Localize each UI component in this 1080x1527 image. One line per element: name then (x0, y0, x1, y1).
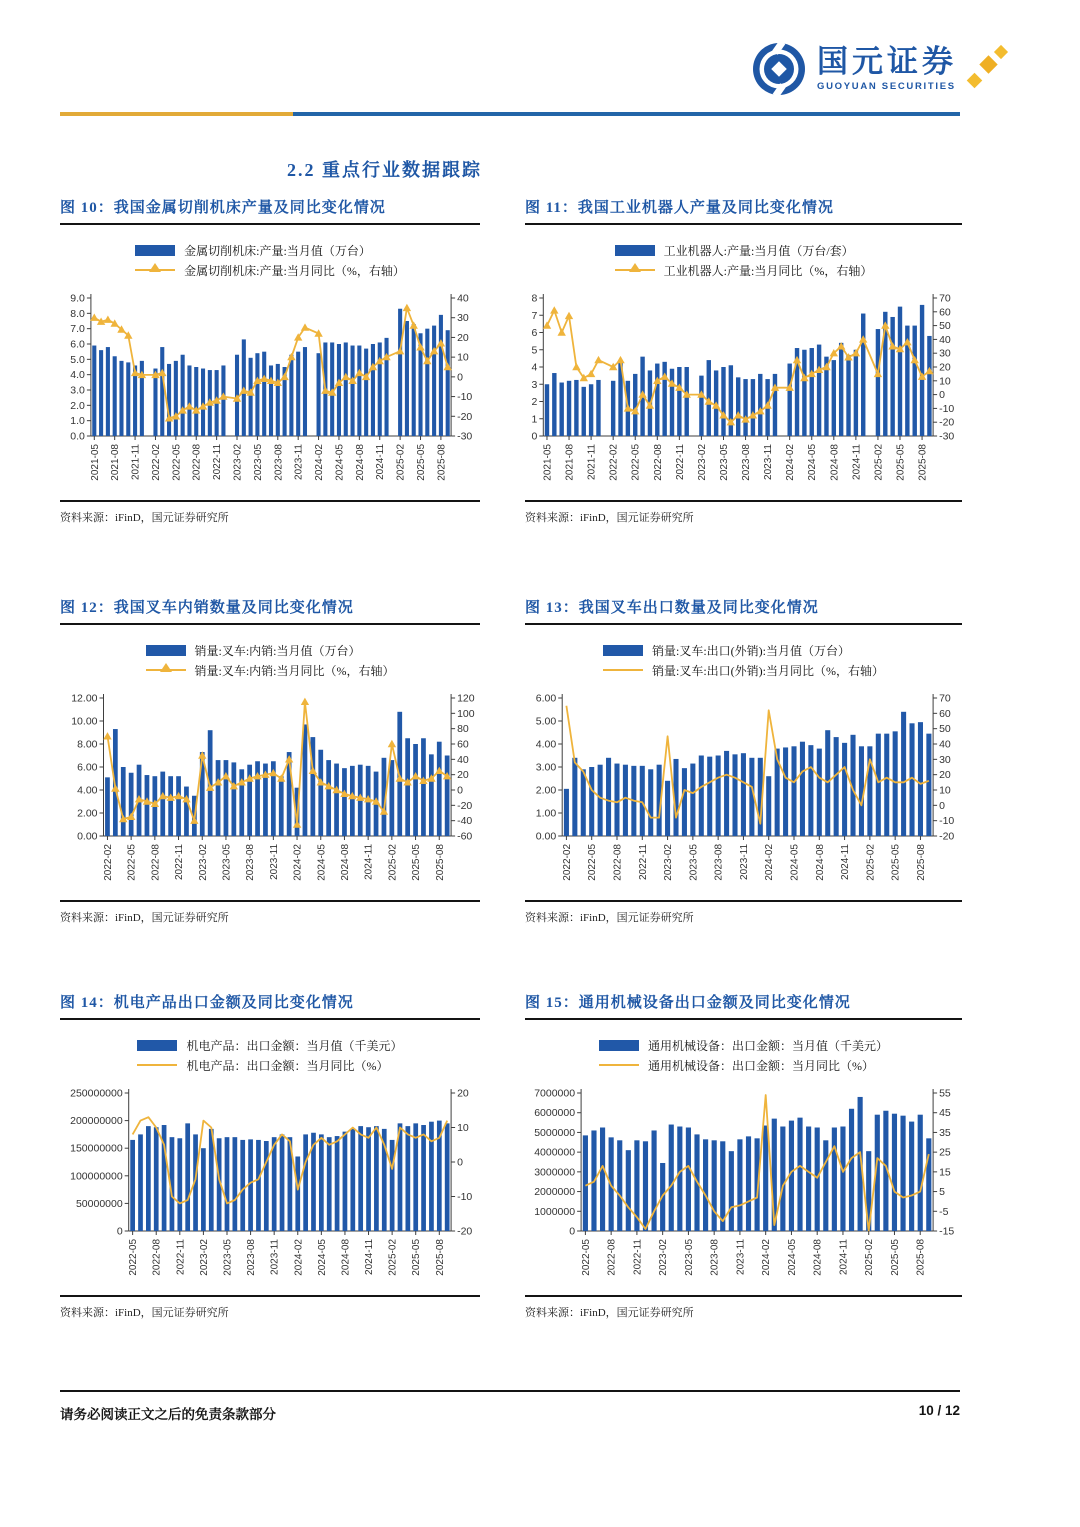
svg-text:1.00: 1.00 (535, 807, 557, 820)
svg-text:2022-11: 2022-11 (175, 1238, 187, 1275)
svg-text:20: 20 (939, 769, 951, 782)
svg-text:2022-02: 2022-02 (561, 843, 573, 881)
legend-item-line: 销量:叉车:出口(外销):当月同比（%，右轴） (603, 660, 884, 680)
svg-text:2024-05: 2024-05 (334, 444, 346, 481)
svg-text:60: 60 (457, 738, 469, 751)
svg-text:10: 10 (457, 351, 469, 364)
svg-text:2024-08: 2024-08 (354, 444, 366, 481)
svg-text:2022-02: 2022-02 (608, 444, 620, 481)
svg-text:12.00: 12.00 (71, 692, 98, 705)
svg-text:2025-02: 2025-02 (873, 443, 885, 481)
legend-item-bar: 金属切削机床:产量:当月值（万台） (135, 240, 405, 260)
svg-text:2023-02: 2023-02 (197, 844, 209, 881)
svg-text:5.0: 5.0 (70, 353, 85, 366)
svg-text:2.00: 2.00 (77, 807, 98, 820)
section-title: 2.2 重点行业数据跟踪 (287, 160, 482, 180)
svg-text:2023-11: 2023-11 (268, 843, 280, 880)
svg-text:7: 7 (531, 309, 538, 322)
svg-text:40: 40 (457, 292, 469, 305)
svg-text:5: 5 (531, 344, 538, 357)
legend-bar-swatch (146, 645, 186, 656)
svg-text:2022-08: 2022-08 (612, 844, 624, 881)
svg-text:2021-05: 2021-05 (542, 444, 554, 481)
svg-text:40: 40 (939, 738, 951, 751)
svg-text:2022-11: 2022-11 (637, 844, 649, 880)
svg-text:4000000: 4000000 (534, 1146, 576, 1159)
legend-item-line: 销量:叉车:内销:当月同比（%，右轴） (146, 660, 395, 680)
legend-line-swatch (615, 269, 655, 271)
svg-text:20: 20 (457, 331, 469, 344)
svg-text:2024-08: 2024-08 (812, 1239, 824, 1276)
svg-text:-60: -60 (457, 830, 473, 843)
svg-text:120: 120 (457, 692, 475, 705)
svg-text:2023-11: 2023-11 (293, 444, 305, 480)
svg-text:-10: -10 (939, 815, 955, 828)
page-number: 10 / 12 (918, 1403, 960, 1418)
svg-text:2022-08: 2022-08 (652, 444, 664, 481)
svg-text:2024-08: 2024-08 (340, 1238, 352, 1276)
svg-text:2024-05: 2024-05 (316, 1239, 328, 1276)
svg-text:-10: -10 (457, 391, 473, 404)
svg-text:2025-02: 2025-02 (864, 1238, 876, 1276)
svg-text:2022-11: 2022-11 (174, 844, 186, 881)
svg-text:2023-08: 2023-08 (245, 844, 257, 881)
svg-text:-5: -5 (939, 1205, 949, 1218)
svg-text:0.00: 0.00 (535, 830, 557, 843)
chart-legend (60, 240, 480, 280)
svg-text:2025-02: 2025-02 (395, 443, 407, 481)
figure-source: 资料来源：iFinD，国元证券研究所 (525, 1307, 694, 1319)
svg-text:1: 1 (531, 413, 538, 426)
svg-text:10: 10 (939, 784, 951, 797)
svg-text:2023-02: 2023-02 (663, 844, 675, 881)
legend-bar-swatch (135, 245, 175, 256)
svg-text:80: 80 (457, 723, 469, 736)
svg-text:2025-08: 2025-08 (917, 444, 929, 481)
figure-title: 图 14：机电产品出口金额及同比变化情况 (60, 995, 354, 1011)
svg-text:2.0: 2.0 (70, 399, 85, 412)
svg-text:50: 50 (939, 320, 951, 333)
svg-text:0: 0 (116, 1225, 123, 1238)
svg-text:2024-05: 2024-05 (807, 443, 819, 481)
legend-item-bar: 工业机器人:产量:当月值（万台/套） (615, 240, 873, 260)
svg-text:2024-11: 2024-11 (363, 843, 375, 880)
svg-text:2024-02: 2024-02 (292, 844, 304, 881)
svg-text:2024-02: 2024-02 (314, 444, 326, 481)
triangle-marker-icon (629, 263, 641, 272)
svg-text:0.00: 0.00 (77, 830, 98, 843)
svg-text:2023-08: 2023-08 (246, 1239, 258, 1276)
header-rule-gold (60, 112, 293, 116)
svg-text:2024-08: 2024-08 (814, 843, 826, 881)
svg-text:45: 45 (939, 1107, 951, 1120)
svg-text:-40: -40 (457, 815, 473, 828)
svg-text:0: 0 (457, 784, 463, 797)
svg-text:1.0: 1.0 (70, 415, 85, 428)
svg-text:0: 0 (569, 1225, 576, 1238)
footer-disclaimer: 请务必阅读正文之后的免责条款部分 (60, 1407, 276, 1422)
figure-title-rule (525, 223, 962, 225)
figure-title-rule (60, 223, 480, 225)
svg-text:2025-02: 2025-02 (387, 844, 399, 881)
svg-text:2022-11: 2022-11 (674, 444, 686, 481)
figure-source: 资料来源：iFinD，国元证券研究所 (525, 512, 694, 524)
figure-title: 图 15：通用机械设备出口金额及同比变化情况 (525, 995, 851, 1011)
legend-line-swatch (599, 1064, 639, 1066)
svg-text:2024-02: 2024-02 (764, 843, 776, 881)
svg-text:4.00: 4.00 (77, 784, 98, 797)
figure-source: 资料来源：iFinD，国元证券研究所 (525, 912, 694, 924)
svg-text:70: 70 (939, 692, 951, 705)
svg-text:20: 20 (457, 1087, 469, 1100)
legend-item-bar: 机电产品：出口金额：当月值（千美元） (137, 1035, 402, 1055)
svg-text:2023-02: 2023-02 (198, 1238, 210, 1276)
brand-mark-icon (750, 40, 808, 98)
brand-name-en: GUOYUAN SECURITIES (817, 80, 956, 92)
svg-text:2025-08: 2025-08 (436, 443, 448, 481)
svg-text:2025-02: 2025-02 (865, 844, 877, 881)
legend-bar-swatch (603, 645, 643, 656)
svg-text:2022-05: 2022-05 (587, 843, 599, 881)
svg-text:150000000: 150000000 (70, 1142, 123, 1155)
legend-line-swatch (603, 669, 643, 671)
svg-text:2022-08: 2022-08 (191, 443, 203, 481)
svg-text:6.0: 6.0 (70, 338, 85, 351)
svg-text:-10: -10 (939, 402, 955, 415)
svg-text:2024-02: 2024-02 (293, 1239, 305, 1276)
svg-text:-20: -20 (939, 830, 955, 843)
svg-text:2023-02: 2023-02 (232, 443, 244, 481)
svg-text:2024-05: 2024-05 (789, 843, 801, 881)
svg-text:200000000: 200000000 (70, 1115, 123, 1128)
svg-text:3000000: 3000000 (534, 1166, 576, 1179)
svg-text:-30: -30 (457, 430, 473, 443)
svg-text:2023-05: 2023-05 (222, 1239, 234, 1276)
svg-text:2023-08: 2023-08 (713, 843, 725, 881)
svg-text:50: 50 (939, 723, 951, 736)
svg-text:60: 60 (939, 707, 951, 720)
svg-text:2025-05: 2025-05 (890, 844, 902, 881)
svg-text:8.0: 8.0 (70, 307, 85, 320)
svg-text:3: 3 (531, 378, 538, 391)
svg-text:2022-05: 2022-05 (630, 443, 642, 481)
legend-bar-swatch (137, 1040, 177, 1051)
legend-line-swatch (137, 1064, 177, 1066)
svg-text:0: 0 (939, 799, 945, 812)
svg-text:-20: -20 (457, 799, 473, 812)
chart-legend (60, 640, 480, 680)
figure-block-11 (525, 196, 962, 525)
svg-text:2025-05: 2025-05 (411, 844, 423, 881)
chart-canvas (525, 686, 962, 898)
figure-title-rule (60, 623, 480, 625)
svg-text:2022-11: 2022-11 (632, 1238, 644, 1275)
chart-legend (525, 1035, 962, 1075)
svg-text:2022-02: 2022-02 (151, 444, 162, 481)
svg-text:2021-11: 2021-11 (586, 443, 598, 480)
svg-text:2024-02: 2024-02 (761, 1239, 773, 1276)
chart-legend (60, 1035, 480, 1075)
svg-text:2025-08: 2025-08 (434, 844, 446, 881)
figure-title: 图 10：我国金属切削机床产量及同比变化情况 (60, 200, 386, 216)
svg-text:0: 0 (457, 1156, 463, 1169)
svg-text:2024-11: 2024-11 (364, 1238, 375, 1275)
svg-text:2024-08: 2024-08 (339, 843, 351, 881)
brand-name-cn: 国元证券 (817, 44, 957, 80)
svg-text:2022-02: 2022-02 (103, 844, 114, 881)
figure-source: 资料来源：iFinD，国元证券研究所 (60, 1307, 229, 1319)
svg-text:40: 40 (939, 333, 951, 346)
svg-text:7000000: 7000000 (534, 1087, 576, 1100)
brand-text (817, 46, 957, 92)
svg-text:0: 0 (457, 371, 463, 384)
figure-block-15 (525, 991, 962, 1320)
svg-text:2025-08: 2025-08 (916, 844, 927, 881)
svg-text:4.0: 4.0 (70, 369, 85, 382)
brand-diamonds-icon (966, 44, 1012, 94)
svg-text:2023-08: 2023-08 (709, 1239, 721, 1276)
triangle-marker-icon (149, 263, 161, 272)
chart-canvas (60, 286, 480, 498)
svg-text:2023-05: 2023-05 (688, 844, 700, 881)
svg-text:-20: -20 (457, 410, 473, 423)
svg-text:6000000: 6000000 (534, 1107, 576, 1120)
figure-block-10 (60, 196, 480, 525)
svg-text:2022-05: 2022-05 (128, 1238, 140, 1276)
svg-text:-15: -15 (939, 1225, 955, 1238)
figure-title-rule (525, 623, 962, 625)
svg-text:1000000: 1000000 (534, 1205, 576, 1218)
svg-text:2022-05: 2022-05 (126, 844, 138, 881)
chart-legend (525, 240, 962, 280)
svg-text:2022-08: 2022-08 (151, 1238, 163, 1276)
chart-legend (525, 640, 962, 680)
svg-text:60: 60 (939, 306, 951, 319)
brand-logo (750, 40, 1012, 98)
svg-text:100: 100 (457, 707, 475, 720)
svg-text:2.00: 2.00 (535, 784, 557, 797)
svg-text:2024-11: 2024-11 (851, 444, 863, 480)
figure-source: 资料来源：iFinD，国元证券研究所 (60, 912, 229, 924)
svg-text:55: 55 (939, 1087, 951, 1100)
svg-text:-10: -10 (457, 1191, 473, 1203)
svg-text:2021-11: 2021-11 (130, 444, 142, 480)
legend-item-bar: 销量:叉车:出口(外销):当月值（万台） (603, 640, 884, 660)
svg-text:2022-11: 2022-11 (212, 443, 224, 480)
svg-text:2025-05: 2025-05 (416, 443, 427, 481)
legend-bar-swatch (599, 1040, 639, 1051)
header-rule (60, 112, 960, 116)
legend-item-bar: 通用机械设备：出口金额：当月值（千美元） (599, 1035, 888, 1055)
svg-text:2023-05: 2023-05 (683, 1238, 695, 1276)
svg-text:4: 4 (531, 361, 538, 374)
svg-text:2025-08: 2025-08 (915, 1238, 927, 1276)
svg-text:50000000: 50000000 (75, 1197, 123, 1210)
svg-text:30: 30 (939, 753, 951, 766)
figure-title: 图 11：我国工业机器人产量及同比变化情况 (525, 200, 834, 216)
svg-text:-20: -20 (457, 1225, 473, 1238)
chart-canvas (525, 286, 962, 498)
svg-text:5.00: 5.00 (535, 715, 557, 728)
svg-text:100000000: 100000000 (70, 1170, 123, 1183)
svg-text:2023-08: 2023-08 (741, 444, 753, 481)
triangle-marker-icon (160, 663, 172, 672)
svg-text:70: 70 (939, 292, 951, 305)
svg-text:7.0: 7.0 (70, 323, 85, 336)
svg-text:2024-08: 2024-08 (829, 443, 841, 481)
svg-text:2023-02: 2023-02 (696, 443, 708, 481)
svg-text:35: 35 (939, 1126, 951, 1139)
svg-text:2023-08: 2023-08 (273, 444, 285, 481)
svg-text:2022-08: 2022-08 (606, 1238, 618, 1276)
svg-text:2: 2 (531, 396, 538, 408)
svg-text:8: 8 (531, 292, 538, 305)
figure-block-12 (60, 596, 480, 925)
svg-text:250000000: 250000000 (70, 1087, 123, 1100)
svg-text:-20: -20 (939, 416, 955, 429)
chart-canvas (60, 686, 480, 898)
svg-text:2025-08: 2025-08 (434, 1238, 446, 1276)
legend-bar-swatch (615, 245, 655, 256)
figure-title: 图 12：我国叉车内销数量及同比变化情况 (60, 600, 354, 616)
svg-text:2024-05: 2024-05 (316, 844, 328, 881)
svg-text:20: 20 (939, 361, 951, 374)
svg-text:3.0: 3.0 (70, 384, 85, 397)
svg-text:30: 30 (457, 312, 469, 325)
svg-text:2024-11: 2024-11 (838, 1239, 850, 1276)
svg-text:2022-05: 2022-05 (171, 444, 183, 481)
legend-item-line: 金属切削机床:产量:当月同比（%，右轴） (135, 260, 405, 280)
chart-canvas (60, 1081, 480, 1293)
svg-text:0.0: 0.0 (70, 430, 85, 443)
svg-text:30: 30 (939, 347, 951, 360)
legend-line-swatch (146, 669, 186, 671)
svg-text:2023-11: 2023-11 (763, 443, 775, 480)
svg-text:5000000: 5000000 (534, 1126, 576, 1139)
legend-line-swatch (135, 269, 175, 271)
svg-text:2021-05: 2021-05 (89, 444, 101, 481)
figure-title-rule (60, 1018, 480, 1020)
svg-text:-30: -30 (939, 430, 955, 443)
svg-text:2023-05: 2023-05 (252, 443, 264, 481)
svg-text:4.00: 4.00 (535, 738, 557, 751)
svg-text:2022-08: 2022-08 (150, 844, 162, 881)
svg-text:2023-05: 2023-05 (221, 843, 233, 881)
legend-item-line: 工业机器人:产量:当月同比（%，右轴） (615, 260, 873, 280)
figure-source: 资料来源：iFinD，国元证券研究所 (60, 512, 229, 524)
svg-text:0: 0 (531, 430, 538, 443)
svg-text:20: 20 (457, 769, 469, 782)
svg-text:25: 25 (939, 1146, 951, 1159)
svg-text:9.0: 9.0 (70, 292, 85, 305)
figure-block-13 (525, 596, 962, 925)
header-rule-blue (293, 112, 960, 116)
footer-rule (60, 1390, 960, 1392)
svg-text:2024-05: 2024-05 (786, 1238, 798, 1276)
svg-text:6: 6 (531, 327, 538, 339)
figure-title: 图 13：我国叉车出口数量及同比变化情况 (525, 600, 819, 616)
svg-text:40: 40 (457, 753, 469, 766)
svg-text:2023-11: 2023-11 (269, 1239, 281, 1275)
svg-text:6.00: 6.00 (535, 692, 557, 705)
svg-text:10: 10 (457, 1122, 469, 1134)
figure-title-rule (525, 1018, 962, 1020)
svg-text:10.00: 10.00 (71, 715, 98, 728)
svg-text:3.00: 3.00 (535, 761, 557, 774)
svg-text:5: 5 (939, 1186, 945, 1199)
svg-text:2023-05: 2023-05 (719, 444, 730, 481)
svg-text:2023-11: 2023-11 (735, 1238, 747, 1275)
svg-text:2022-05: 2022-05 (580, 1239, 592, 1276)
svg-text:2024-11: 2024-11 (840, 844, 852, 880)
svg-text:2021-08: 2021-08 (564, 443, 576, 481)
svg-text:2000000: 2000000 (534, 1186, 576, 1199)
svg-text:2025-05: 2025-05 (411, 1238, 423, 1276)
svg-text:2025-02: 2025-02 (387, 1238, 399, 1276)
svg-text:8.00: 8.00 (77, 738, 98, 751)
svg-text:2024-02: 2024-02 (785, 444, 797, 481)
figure-block-14 (60, 991, 480, 1320)
legend-item-line: 机电产品：出口金额：当月同比（%） (137, 1055, 402, 1075)
chart-canvas (525, 1081, 962, 1293)
svg-text:15: 15 (939, 1166, 951, 1179)
svg-text:2023-11: 2023-11 (738, 843, 750, 880)
legend-item-line: 通用机械设备：出口金额：当月同比（%） (599, 1055, 888, 1075)
svg-text:2025-05: 2025-05 (890, 1239, 901, 1276)
svg-text:2023-02: 2023-02 (658, 1239, 670, 1276)
svg-text:6.00: 6.00 (77, 761, 98, 774)
svg-text:0: 0 (939, 389, 945, 402)
svg-text:2025-05: 2025-05 (895, 443, 907, 481)
svg-text:2024-11: 2024-11 (375, 443, 387, 480)
svg-text:2021-08: 2021-08 (110, 444, 122, 481)
svg-text:10: 10 (939, 375, 951, 388)
legend-item-bar: 销量:叉车:内销:当月值（万台） (146, 640, 395, 660)
